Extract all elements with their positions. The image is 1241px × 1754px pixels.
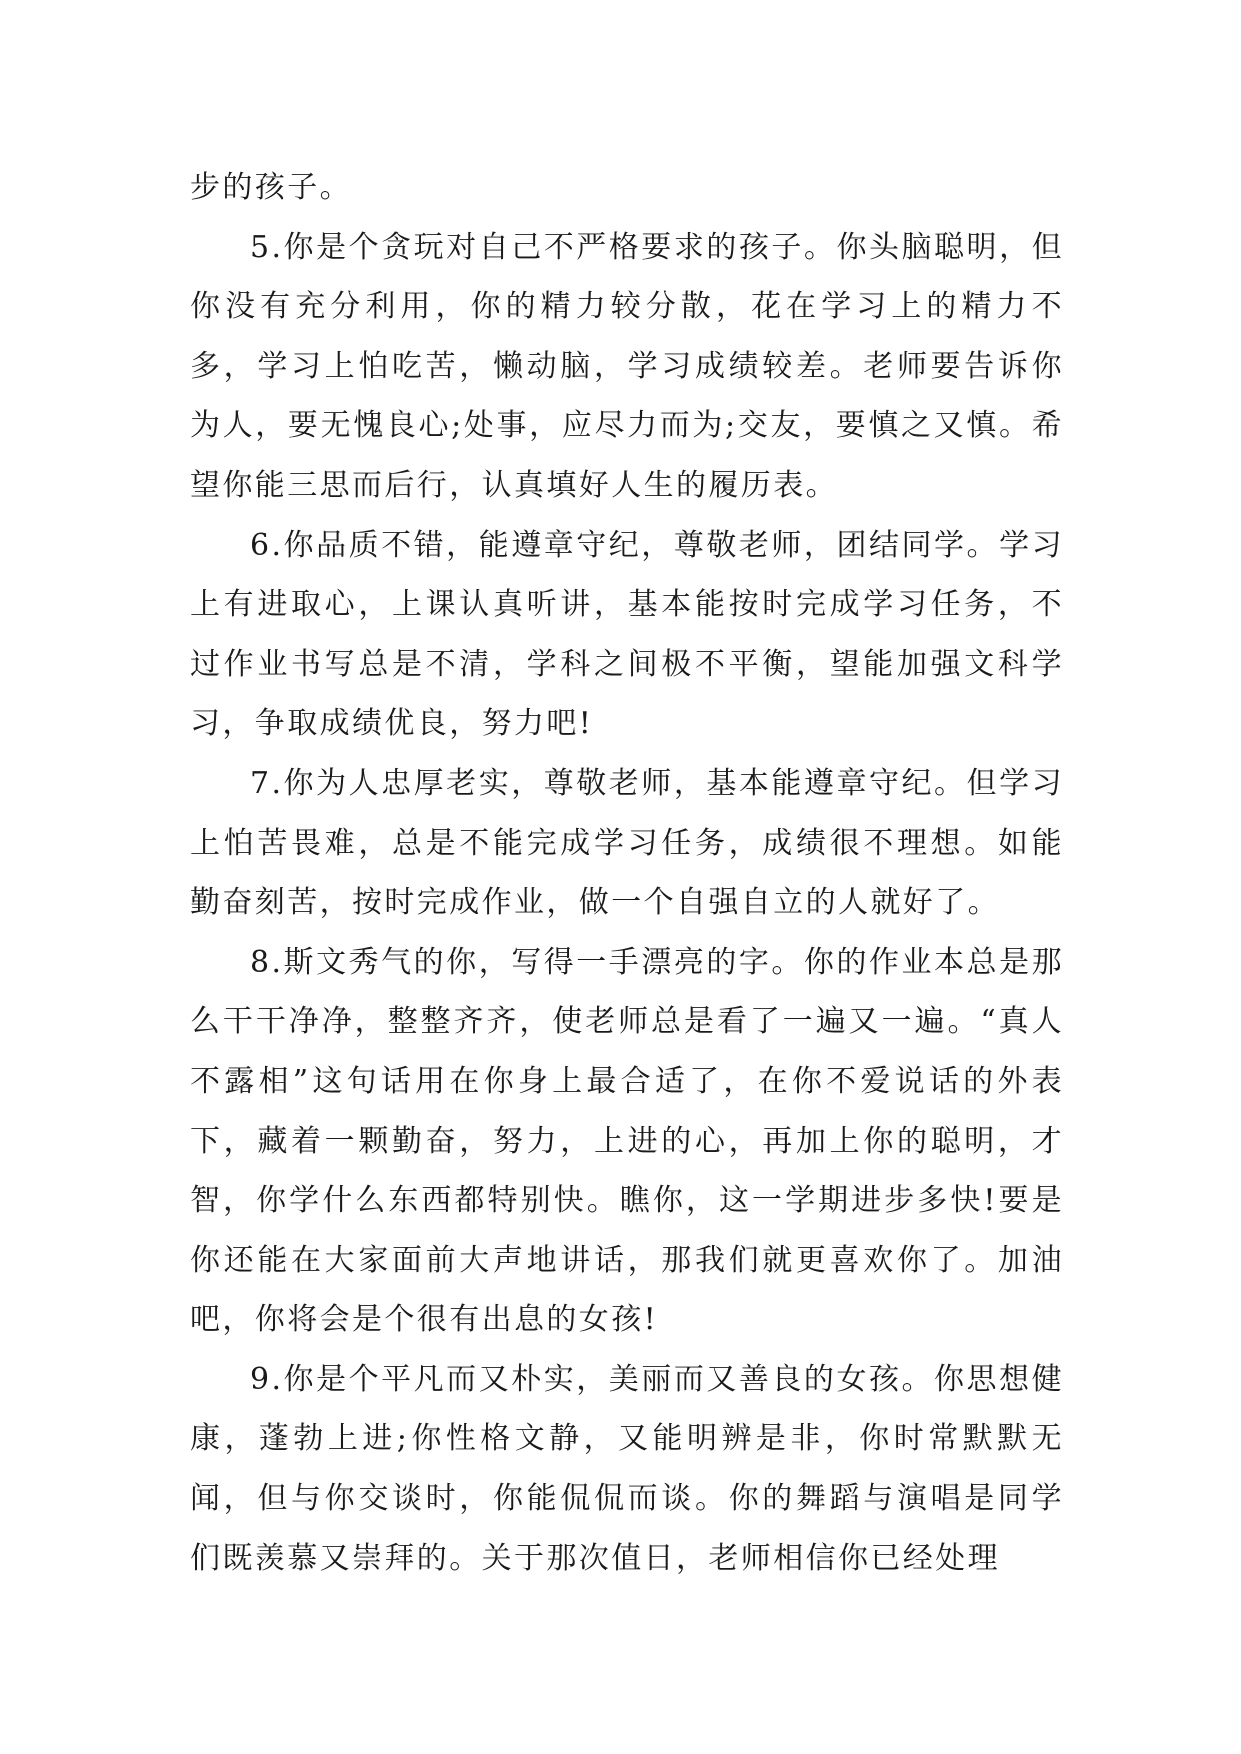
document-body [190,158,1064,1588]
paragraph-comment-5: 5.你是个贪玩对自己不严格要求的孩子。你头脑聪明，但你没有充分利用，你的精力较分散，花在学习上的精力不多，学习上怕吃苦，懒动脑，学习成绩较差。老师要告诉你为人，要无愧良心;处事，应尽力而为;交友，要慎之又慎。希望你能三思而后行，认真填好人生的履历表。 [190,229,1064,503]
paragraph-comment-8: 8.斯文秀气的你，写得一手漂亮的字。你的作业本总是那么干干净净，整整齐齐，使老师总是看了一遍又一遍。“真人不露相”这句话用在你身上最合适了，在你不爱说话的外表下，藏着一颗勤奋，努力，上进的心，再加上你的聪明，才智，你学什么东西都特别快。瞧你，这一学期进步多快!要是你还能在大家面前大声地讲话，那我们就更喜欢你了。加油吧，你将会是个很有出息的女孩! [190,944,1064,1338]
paragraph-comment-7: 7.你为人忠厚老实，尊敬老师，基本能遵章守纪。但学习上怕苦畏难，总是不能完成学习任务，成绩很不理想。如能勤奋刻苦，按时完成作业，做一个自强自立的人就好了。 [190,765,1064,921]
paragraph-comment-6: 6.你品质不错，能遵章守纪，尊敬老师，团结同学。学习上有进取心，上课认真听讲，基本能按时完成学习任务，不过作业书写总是不清，学科之间极不平衡，望能加强文科学习，争取成绩优良，努力吧! [190,527,1064,742]
paragraph-comment-9: 9.你是个平凡而又朴实，美丽而又善良的女孩。你思想健康，蓬勃上进;你性格文静，又能明辨是非，你时常默默无闻，但与你交谈时，你能侃侃而谈。你的舞蹈与演唱是同学们既羡慕又崇拜的。关于那次值日，老师相信你已经处理 [190,1361,1064,1576]
paragraph-continuation: 步的孩子。 [190,170,352,205]
